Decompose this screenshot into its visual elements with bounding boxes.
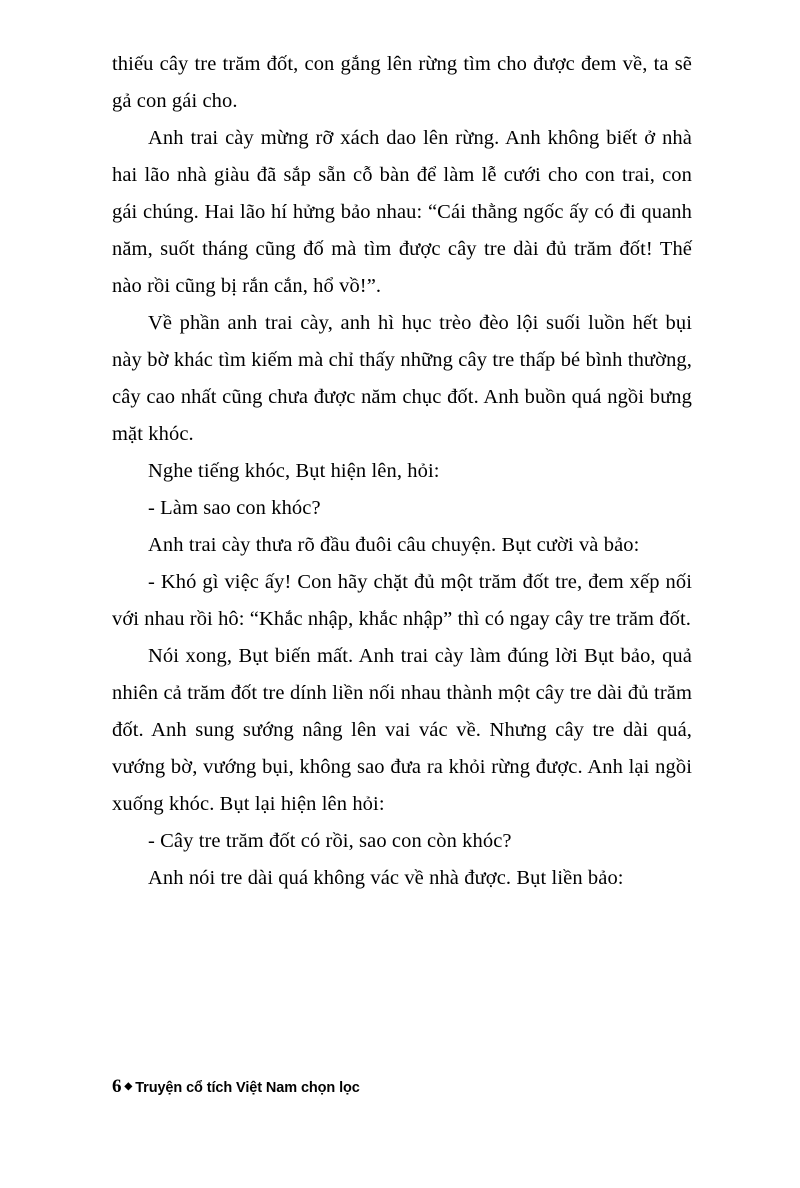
page-number: 6: [112, 1076, 122, 1097]
page-text-body: [112, 46, 692, 897]
paragraph: Về phần anh trai cày, anh hì hục trèo đèo lội suối luồn hết bụi này bờ khác tìm kiếm mà chỉ thấy những cây tre thấp bé bình thường, cây cao nhất cũng chưa được năm chục đốt. Anh buồn quá ngồi bưng mặt khóc.: [112, 312, 692, 445]
paragraph: Anh trai cày thưa rõ đầu đuôi câu chuyện. Bụt cười và bảo:: [148, 534, 640, 556]
paragraph-dialog: - Cây tre trăm đốt có rồi, sao con còn khóc?: [148, 830, 512, 852]
paragraph: Anh nói tre dài quá không vác về nhà được. Bụt liền bảo:: [148, 867, 624, 889]
paragraph-dialog: - Làm sao con khóc?: [148, 497, 321, 519]
paragraph: thiếu cây tre trăm đốt, con gắng lên rừng tìm cho được đem về, ta sẽ gả con gái cho.: [112, 53, 692, 112]
page-footer: [112, 1076, 692, 1098]
paragraph: Anh trai cày mừng rỡ xách dao lên rừng. Anh không biết ở nhà hai lão nhà giàu đã sắp sẵn cỗ bàn để làm lễ cưới cho con trai, con gái chúng. Hai lão hí hửng bảo nhau: “Cái thằng ngốc ấy có đi quanh năm, suốt tháng cũng đố mà tìm được cây tre dài đủ trăm đốt! Thế nào rồi cũng bị rắn cắn, hổ vồ!”.: [112, 127, 692, 297]
paragraph-dialog: - Khó gì việc ấy! Con hãy chặt đủ một trăm đốt tre, đem xếp nối với nhau rồi hô: “Khắc nhập, khắc nhập” thì có ngay cây tre trăm đốt.: [112, 571, 692, 630]
paragraph: Nói xong, Bụt biến mất. Anh trai cày làm đúng lời Bụt bảo, quả nhiên cả trăm đốt tre dính liền nối nhau thành một cây tre dài đủ trăm đốt. Anh sung sướng nâng lên vai vác về. Nhưng cây tre dài quá, vướng bờ, vướng bụi, không sao đưa ra khỏi rừng được. Anh lại ngồi xuống khóc. Bụt lại hiện lên hỏi:: [112, 645, 692, 815]
footer-title: Truyện cổ tích Việt Nam chọn lọc: [135, 1080, 360, 1096]
diamond-icon: ◆: [124, 1081, 133, 1092]
paragraph: Nghe tiếng khóc, Bụt hiện lên, hỏi:: [148, 460, 440, 482]
